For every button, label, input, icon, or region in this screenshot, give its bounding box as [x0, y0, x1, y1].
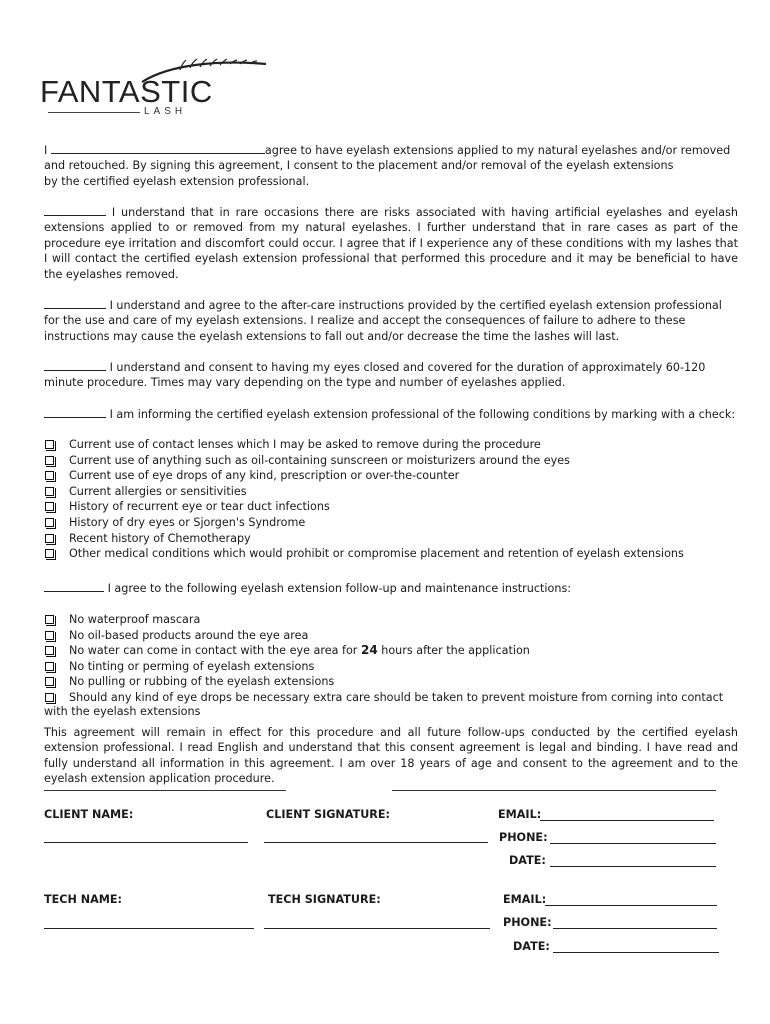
divider [44, 790, 286, 791]
intro-line-3: by the certified eyelash extension professional. [44, 174, 310, 188]
logo-wordmark: FANTASTIC [40, 74, 213, 109]
aftercare-paragraph [44, 298, 738, 344]
checkbox[interactable] [45, 615, 54, 624]
list-item: Current allergies or sensitivities [44, 484, 744, 500]
list-item: Should any kind of eye drops be necessary extra care should be taken to prevent moisture from corning into contact [44, 690, 744, 706]
checkbox[interactable] [45, 502, 54, 511]
initials-blank[interactable] [44, 361, 106, 371]
initials-blank[interactable] [44, 206, 106, 216]
logo-underline [48, 112, 140, 113]
agreement-paragraph: This agreement will remain in effect for this procedure and all future follow-ups conducted by the certified eyelash extension professional. I read English and understand that this consent agreement is legal and binding. I have read and fully understand all information in this agreement. I am over 18 years of age and consent to the agreement and to the eyelash extension application procedure. [44, 726, 738, 786]
client-phone-label: PHONE: [499, 831, 548, 844]
followup-intro [44, 581, 738, 596]
tech-signature-field[interactable] [264, 928, 490, 929]
list-item: Recent history of Chemotherapy [44, 531, 744, 547]
list-item: No pulling or rubbing of the eyelash extensions [44, 674, 744, 690]
checkbox[interactable] [45, 471, 54, 480]
tech-signature-label: TECH SIGNATURE: [268, 893, 381, 906]
checkbox[interactable] [45, 440, 54, 449]
tech-name-field[interactable] [44, 928, 254, 929]
tech-name-label: TECH NAME: [44, 893, 123, 906]
tech-date-label: DATE: [513, 940, 550, 953]
checkbox[interactable] [45, 677, 54, 686]
tech-email-label: EMAIL: [503, 893, 547, 906]
client-email-field[interactable] [540, 820, 714, 821]
list-item: Other medical conditions which would prohibit or compromise placement and retention of eyelash extensions [44, 546, 744, 562]
risk-paragraph [44, 205, 738, 282]
followup-continuation: with the eyelash extensions [44, 705, 201, 718]
checkbox[interactable] [45, 549, 54, 558]
client-date-field[interactable] [550, 866, 716, 867]
followup-intro-text: I agree to the following eyelash extension follow-up and maintenance instructions: [107, 582, 572, 595]
list-item: No water can come in contact with the eye area for 24 hours after the application [44, 643, 744, 659]
list-item: History of dry eyes or Sjorgen's Syndrome [44, 515, 744, 531]
tech-phone-label: PHONE: [503, 916, 552, 929]
checkbox[interactable] [45, 646, 54, 655]
checkbox[interactable] [45, 518, 54, 527]
aftercare-text: I understand and agree to the after-care instructions provided by the certified eyelash extension professional for the use and care of my eyelash extensions. I realize and accept the consequences of failure to adhere to these instructions may cause the eyelash extensions to fall out and/or decrease the time the lashes will last. [44, 299, 722, 343]
initials-blank[interactable] [44, 582, 104, 592]
initials-blank[interactable] [44, 299, 106, 309]
intro-line-2: and retouched. By signing this agreement, I consent to the placement and/or removal of the eyelash extensions [44, 159, 674, 173]
list-item: Current use of eye drops of any kind, prescription or over-the-counter [44, 468, 744, 484]
tech-phone-field[interactable] [553, 928, 717, 929]
conditions-intro-text: I am informing the certified eyelash extension professional of the following conditions by marking with a check: [109, 408, 736, 421]
conditions-checklist [44, 437, 744, 562]
list-item: History of recurrent eye or tear duct infections [44, 499, 744, 515]
client-name-field[interactable] [44, 842, 248, 843]
list-item: Current use of anything such as oil-containing sunscreen or moisturizers around the eyes [44, 453, 744, 469]
checkbox[interactable] [45, 487, 54, 496]
initials-blank[interactable] [44, 408, 106, 418]
list-item: No oil-based products around the eye area [44, 628, 744, 644]
risk-text: I understand that in rare occasions there are risks associated with having artificial eyelashes and eyelash extensions applied to or removed from my natural eyelashes. I further understand that in rare cases as part of the procedure eye irritation and discomfort could occur. I agree that if I experience any of these conditions with my lashes that I will contact the certified eyelash extension professional that performed this procedure and it may be beneficial to have the eyelashes removed. [44, 206, 738, 281]
checkbox[interactable] [45, 534, 54, 543]
name-blank[interactable] [51, 144, 265, 154]
checkbox[interactable] [45, 693, 54, 702]
intro-prefix: I [44, 144, 48, 157]
logo-subtitle: LASH [144, 106, 187, 117]
client-email-label: EMAIL: [498, 808, 542, 821]
client-signature-field[interactable] [264, 842, 488, 843]
client-signature-label: CLIENT SIGNATURE: [266, 808, 391, 821]
intro-paragraph [44, 143, 738, 189]
fantastic-lash-logo [40, 58, 240, 120]
checkbox[interactable] [45, 662, 54, 671]
tech-date-field[interactable] [553, 952, 719, 953]
checkbox[interactable] [45, 456, 54, 465]
checkbox[interactable] [45, 631, 54, 640]
duration-text: I understand and consent to having my eyes closed and covered for the duration of approximately 60-120 minute procedure. Times may vary depending on the type and number of eyelashes applied. [44, 361, 706, 390]
list-item: No tinting or perming of eyelash extensions [44, 659, 744, 675]
intro-rest: agree to have eyelash extensions applied to my natural eyelashes and/or removed [264, 144, 731, 157]
duration-paragraph [44, 360, 738, 391]
list-item: No waterproof mascara [44, 612, 744, 628]
conditions-intro [44, 407, 738, 422]
client-date-label: DATE: [509, 854, 546, 867]
followup-checklist [44, 612, 744, 706]
tech-email-field[interactable] [545, 905, 717, 906]
client-name-label: CLIENT NAME: [44, 808, 134, 821]
divider [392, 790, 716, 791]
client-phone-field[interactable] [550, 843, 716, 844]
list-item: Current use of contact lenses which I may be asked to remove during the procedure [44, 437, 744, 453]
